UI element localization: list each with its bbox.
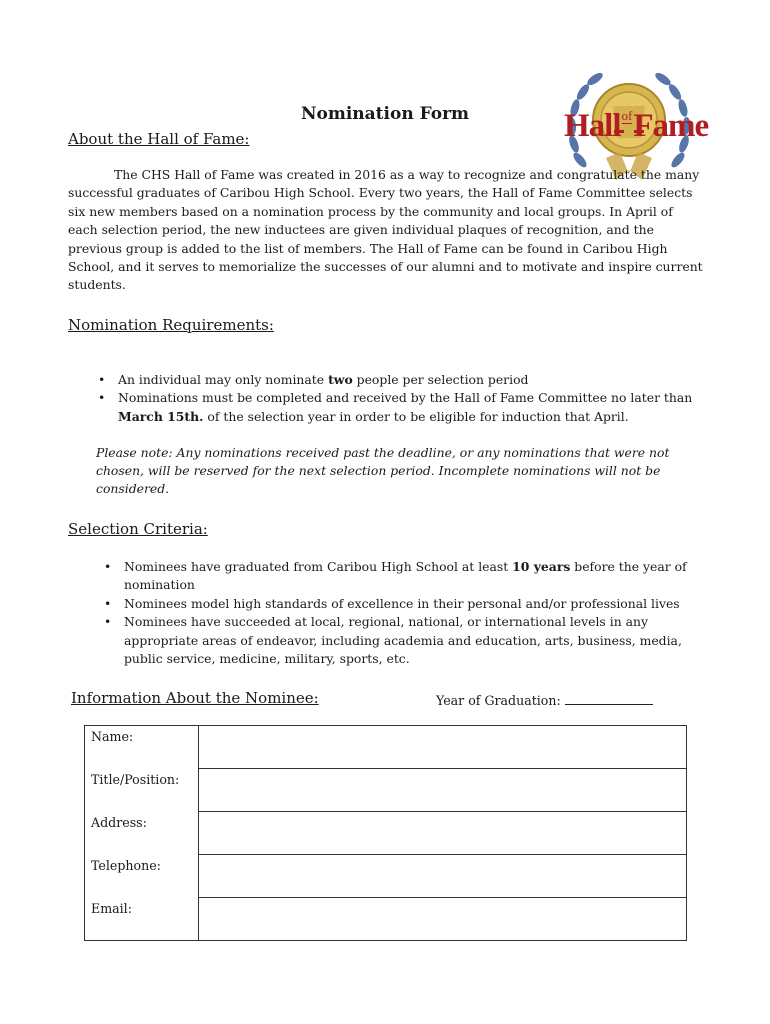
about-body: The CHS Hall of Fame was created in 2016 as a way to recognize and congratulate the many successful graduates of Caribou High School. Every two years, the Hall of Fame Committee selects six new members based on a nomination process by the community and local groups. In April of each selection period, the new inductees are given individual plaques of recognition, and the previous group is added to the list of members. The Hall of Fame can be found in Caribou High School, and it serves to memorialize the successes of our alumni and to motivate and inspire current students. xyxy=(68,167,703,293)
name-label: Name: xyxy=(85,726,199,769)
name-field[interactable] xyxy=(199,726,687,769)
list-item: • Nominees have graduated from Caribou High School at least 10 years before the year of nomination xyxy=(102,558,698,595)
table-row xyxy=(85,812,687,855)
email-field[interactable] xyxy=(199,898,687,941)
title-label: Title/Position: xyxy=(85,769,199,812)
page-title: Nomination Form xyxy=(300,104,470,124)
requirements-list xyxy=(96,371,710,426)
list-item: • Nominations must be completed and received by the Hall of Fame Committee no later than March 15th. of the selection year in order to be eligible for induction that April. xyxy=(96,389,710,426)
table-row xyxy=(85,769,687,812)
table-row xyxy=(85,726,687,769)
logo-text-hall: Hall xyxy=(564,108,621,144)
graduation-year xyxy=(436,690,653,708)
nominee-heading: Information About the Nominee: xyxy=(71,689,319,707)
list-item: • An individual may only nominate two people per selection period xyxy=(96,371,710,389)
email-label: Email: xyxy=(85,898,199,941)
criteria-list xyxy=(102,558,698,668)
table-row xyxy=(85,898,687,941)
graduation-label: Year of Graduation: xyxy=(436,693,561,708)
logo-text-of: of xyxy=(621,108,633,123)
telephone-label: Telephone: xyxy=(85,855,199,898)
table-row xyxy=(85,855,687,898)
list-item: • Nominees have succeeded at local, regional, national, or international levels in any appropriate areas of endeavor, including academia and education, arts, business, media, public service, medicine, military, sports, etc. xyxy=(102,613,698,668)
nominee-info-table xyxy=(84,725,687,941)
deadline-note: Please note: Any nominations received past the deadline, or any nominations that were not chosen, will be reserved for the next selection period. Incomplete nominations will not be considered. xyxy=(96,445,670,497)
logo-text-fame: Fame xyxy=(633,108,709,144)
graduation-year-field[interactable] xyxy=(565,690,653,705)
address-field[interactable] xyxy=(199,812,687,855)
about-paragraph xyxy=(68,166,704,295)
list-item: • Nominees model high standards of excellence in their personal and/or professional lives xyxy=(102,595,698,613)
about-heading: About the Hall of Fame: xyxy=(68,130,250,148)
title-field[interactable] xyxy=(199,769,687,812)
criteria-heading: Selection Criteria: xyxy=(68,520,208,538)
address-label: Address: xyxy=(85,812,199,855)
requirements-heading: Nomination Requirements: xyxy=(68,316,274,334)
telephone-field[interactable] xyxy=(199,855,687,898)
